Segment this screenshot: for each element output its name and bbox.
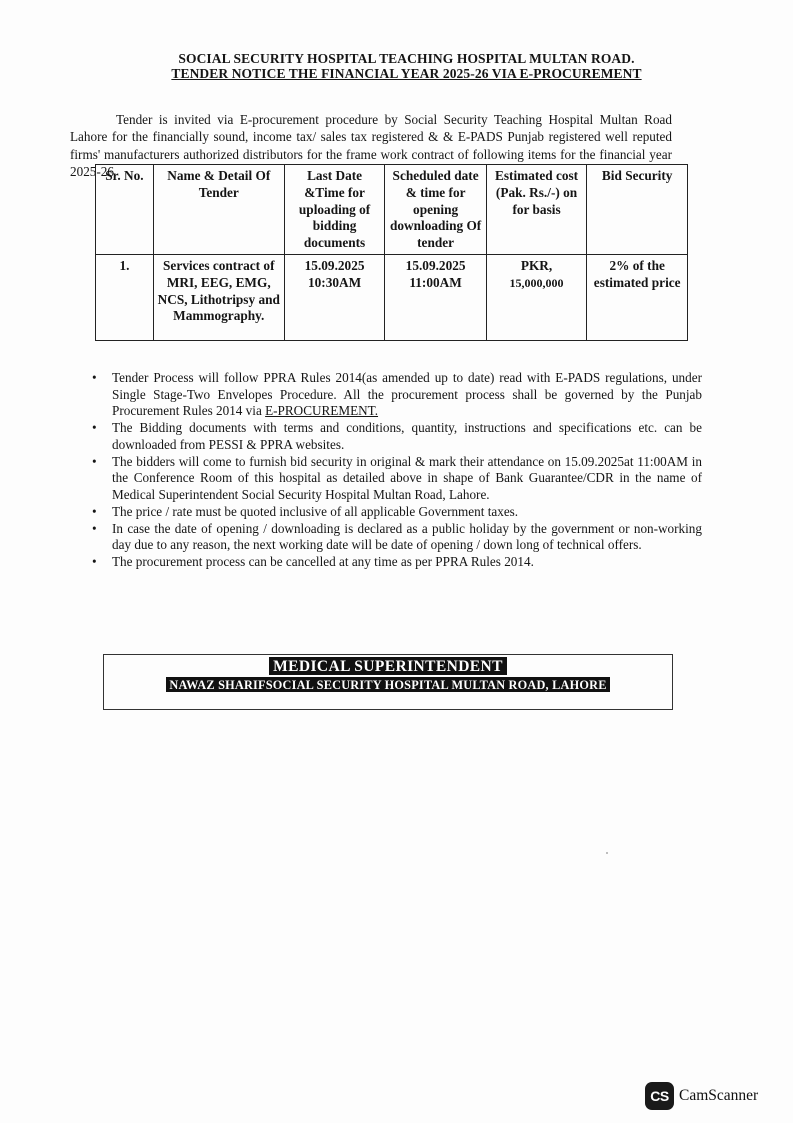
- header-last-date: Last Date &Time for uploading of bidding documents: [284, 165, 385, 255]
- note-link-text: E-PROCUREMENT.: [265, 403, 379, 418]
- note-text: Tender Process will follow PPRA Rules 2014(as amended up to date) read with E-PADS regulations, under Single Stage-Two Envelopes Procedure. All the procurement process shall be governed by the Punjab Procurement Rules 2014 via: [112, 370, 702, 418]
- tender-table: [95, 164, 688, 341]
- cost-amount: 15,000,000: [509, 275, 564, 290]
- bullet-icon: •: [92, 453, 97, 469]
- list-item: [92, 454, 702, 504]
- header-bid-security: Bid Security: [587, 165, 688, 255]
- camscanner-watermark: [645, 1082, 758, 1110]
- last-date-value: 15.09.2025: [304, 257, 365, 273]
- bullet-icon: •: [92, 503, 97, 519]
- conditions-list: [92, 370, 702, 571]
- cell-scheduled-date: [385, 254, 486, 340]
- cell-last-date: [284, 254, 385, 340]
- header-sr-no: Sr. No.: [96, 165, 154, 255]
- hospital-title: SOCIAL SECURITY HOSPITAL TEACHING HOSPITAL MULTAN ROAD.: [178, 51, 635, 66]
- bullet-icon: •: [92, 420, 97, 435]
- list-item: [92, 420, 702, 453]
- cost-currency: PKR,: [520, 257, 553, 273]
- list-item: [92, 554, 702, 571]
- signature-box: [103, 654, 673, 710]
- bullet-icon: •: [92, 520, 97, 536]
- note-text: The Bidding documents with terms and conditions, quantity, instructions and specifications etc. can be downloaded from PESSI & PPRA websites.: [112, 420, 702, 452]
- scheduled-time-value: 11:00AM: [409, 274, 462, 290]
- header-estimated-cost: Estimated cost (Pak. Rs./-) on for basis: [486, 165, 587, 255]
- scan-speck: [606, 852, 608, 854]
- tender-notice-title: TENDER NOTICE THE FINANCIAL YEAR 2025-26 VIA E-PROCUREMENT: [171, 66, 642, 81]
- bullet-icon: •: [92, 554, 97, 569]
- bullet-icon: •: [92, 370, 97, 385]
- note-text: The price / rate must be quoted inclusive of all applicable Government taxes.: [112, 503, 519, 519]
- camscanner-logo-icon: CS: [645, 1082, 674, 1110]
- list-item: [92, 370, 702, 420]
- header-scheduled-date: Scheduled date & time for opening downloading Of tender: [385, 165, 486, 255]
- list-item: [92, 504, 702, 521]
- table-header-row: [96, 165, 688, 255]
- scheduled-date-value: 15.09.2025: [405, 257, 466, 273]
- note-text: In case the date of opening / downloading is declared as a public holiday by the government or non-working day due to any reason, the next working date will be date of opening / down long of technical offers.: [112, 520, 702, 552]
- cell-tender-name: Services contract of MRI, EEG, EMG, NCS, Lithotripsy and Mammography.: [153, 254, 284, 340]
- header-name-detail: Name & Detail Of Tender: [153, 165, 284, 255]
- last-time-value: 10:30AM: [307, 274, 362, 290]
- cell-sr-no: 1.: [96, 254, 154, 340]
- table-row: [96, 254, 688, 340]
- note-text: The procurement process can be cancelled at any time as per PPRA Rules 2014.: [112, 554, 534, 569]
- cell-bid-security: 2% of the estimated price: [587, 254, 688, 340]
- camscanner-label: CamScanner: [679, 1087, 759, 1104]
- list-item: [92, 521, 702, 554]
- cell-estimated-cost: [486, 254, 587, 340]
- intro-paragraph: Tender is invited via E-procurement procedure by Social Security Teaching Hospital Multan Road Lahore for the financially sound, income tax/ sales tax registered & & E-PADS Punjab registered well reputed firms' manufacturers authorized distributors for the frame work contract of following items for the financial year 2025-26: [70, 112, 672, 180]
- signatory-institution: NAWAZ SHARIFSOCIAL SECURITY HOSPITAL MULTAN ROAD, LAHORE: [166, 677, 609, 692]
- signatory-title: MEDICAL SUPERINTENDENT: [269, 657, 507, 675]
- note-text: The bidders will come to furnish bid security in original & mark their attendance on 15.09.2025at 11:00AM in the Conference Room of this hospital as detailed above in shape of Bank Guarantee/CDR in the name of Medical Superintendent Social Security Hospital Multan Road, Lahore.: [112, 453, 702, 502]
